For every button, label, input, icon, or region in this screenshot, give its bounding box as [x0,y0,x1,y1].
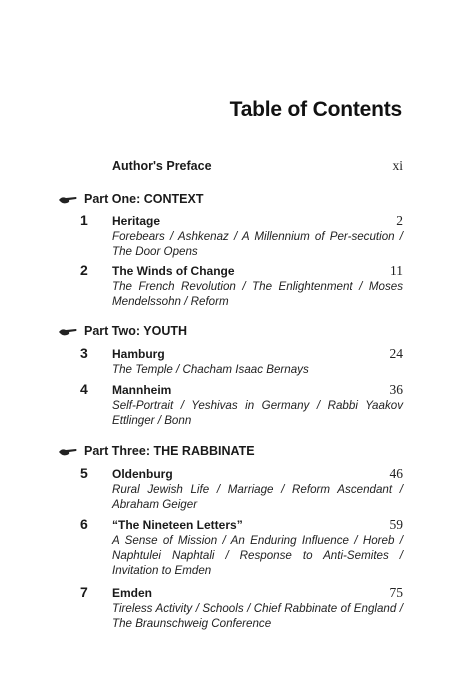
chapter-subtopics: Self-Portrait / Yeshivas in Germany / Rabbi Yaakov Ettlinger / Bonn [112,399,403,428]
chapter-number: 1 [80,212,88,228]
chapter-number: 3 [80,345,88,361]
chapter-title: Mannheim [112,383,172,397]
page-title: Table of Contents [229,98,402,121]
chapter-number: 5 [80,465,88,481]
chapter-page-number: 11 [390,263,403,278]
part-label: Part Two: YOUTH [84,324,188,338]
chapter-subtopics: A Sense of Mission / An Enduring Influence / Horeb / Naphtulei Naphtali / Response to Anti-Semites / Invitation to Emden [112,534,403,578]
chapter-subtopics: The Temple / Chacham Isaac Bernays [112,363,309,376]
chapter-subtopics: Forebears / Ashkenaz / A Millennium of Per-secution / The Door Opens [112,230,403,259]
preface-label: Author's Preface [112,159,212,173]
toc-entry-chapter-6[interactable] [80,516,403,579]
chapter-number: 6 [80,516,88,532]
part-heading-three[interactable] [58,444,255,458]
chapter-title: Oldenburg [112,467,173,481]
preface-page-number: xi [392,158,403,173]
chapter-number: 2 [80,262,88,278]
chapter-title: The Winds of Change [112,264,235,278]
toc-entry-chapter-5[interactable] [80,465,403,512]
part-label: Part Three: THE RABBINATE [84,444,255,458]
chapter-page-number: 2 [396,213,403,228]
chapter-subtopics: Rural Jewish Life / Marriage / Reform Ascendant / Abraham Geiger [112,483,403,512]
chapter-title: “The Nineteen Letters” [112,518,243,532]
toc-entry-chapter-1[interactable] [80,212,403,259]
chapter-page-number: 59 [389,517,403,532]
part-label: Part One: CONTEXT [84,192,204,206]
toc-entry-preface[interactable] [112,158,403,174]
chapter-subtopics: The French Revolution / The Enlightenment / Moses Mendelssohn / Reform [112,280,403,309]
part-heading-two[interactable] [58,324,187,338]
chapter-title: Emden [112,586,153,600]
toc-entry-chapter-4[interactable] [80,381,403,428]
chapter-page-number: 24 [389,346,403,361]
chapter-number: 7 [80,584,88,600]
chapter-page-number: 75 [389,585,403,600]
toc-entry-chapter-7[interactable] [80,584,403,631]
chapter-title: Heritage [112,214,161,228]
chapter-number: 4 [80,381,88,397]
chapter-page-number: 46 [389,466,403,481]
toc-entry-chapter-3[interactable] [80,345,403,377]
chapter-title: Hamburg [112,347,165,361]
hand-pointer-icon [58,193,78,205]
part-heading-one[interactable] [58,192,203,206]
chapter-subtopics: Tireless Activity / Schools / Chief Rabbinate of England / The Braunschweig Conference [112,602,403,631]
hand-pointer-icon [58,325,78,337]
toc-entry-chapter-2[interactable] [80,262,403,309]
chapter-page-number: 36 [389,382,403,397]
hand-pointer-icon [58,445,78,457]
